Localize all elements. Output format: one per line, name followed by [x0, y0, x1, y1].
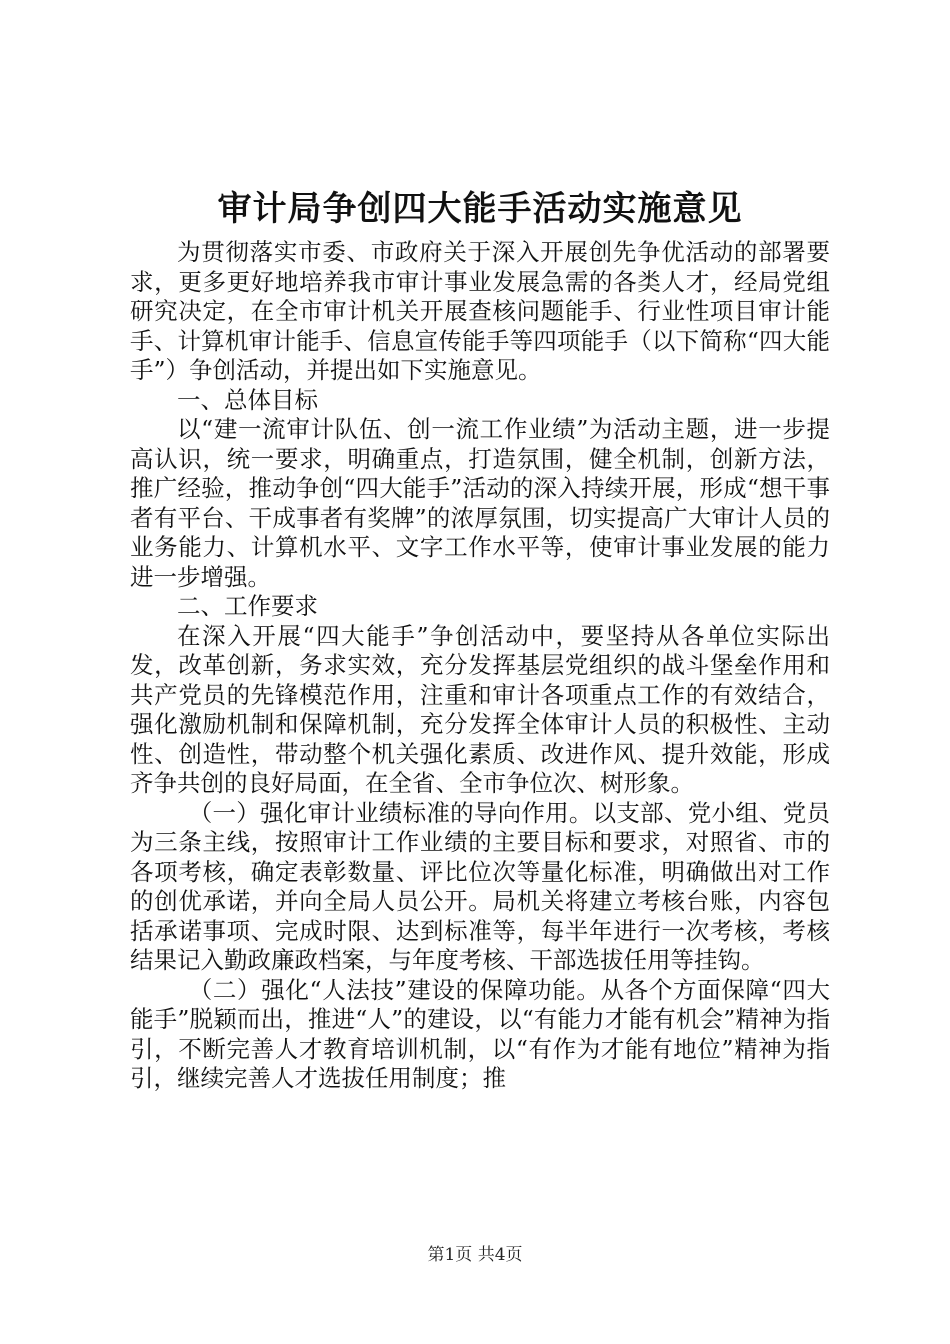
subsection-paragraph: （二）强化“人法技”建设的保障功能。从各个方面保障“四大能手”脱颖而出，推进“人”的建设，以“有能力才能有机会”精神为指引，不断完善人才教育培训机制，以“有作为才能有地位”精神为指引，继续完善人才选拔任用制度；推 — [130, 975, 830, 1092]
section-heading: 一、总体目标 — [177, 385, 318, 414]
document-page — [130, 186, 830, 1094]
subsection-paragraph: （一）强化审计业绩标准的导向作用。以支部、党小组、党员为三条主线，按照审计工作业绩的主要目标和要求，对照省、市的各项考核，确定表彰数量、评比位次等量化标准，明确做出对工作的创优承诺，并向全局人员公开。局机关将建立考核台账，内容包括承诺事项、完成时限、达到标准等，每半年进行一次考核，考核结果记入勤政廉政档案，与年度考核、干部选拔任用等挂钩。 — [130, 798, 830, 974]
document-body — [130, 238, 830, 1094]
section-heading: 二、工作要求 — [177, 592, 318, 620]
body-paragraph: 在深入开展“四大能手”争创活动中，要坚持从各单位实际出发，改革创新，务求实效，充分发挥基层党组织的战斗堡垒作用和共产党员的先锋模范作用，注重和审计各项重点工作的有效结合，强化激励机制和保障机制，充分发挥全体审计人员的积极性、主动性、创造性，带动整个机关强化素质、改进作风、提升效能，形成齐争共创的良好局面，在全省、全市争位次、树形象。 — [130, 621, 830, 797]
document-title: 审计局争创四大能手活动实施意见 — [217, 189, 743, 229]
page-footer: 第1页 共4页 — [427, 1245, 523, 1265]
body-paragraph: 以“建一流审计队伍、创一流工作业绩”为活动主题，进一步提高认识，统一要求，明确重点，打造氛围，健全机制，创新方法，推广经验，推动争创“四大能手”活动的深入持续开展，形成“想干事者有平台、干成事者有奖牌”的浓厚氛围，切实提高广大审计人员的业务能力、计算机水平、文字工作水平等，使审计事业发展的能力进一步增强。 — [130, 415, 830, 591]
body-paragraph: 为贯彻落实市委、市政府关于深入开展创先争优活动的部署要求，更多更好地培养我市审计事业发展急需的各类人才，经局党组研究决定，在全市审计机关开展查核问题能手、行业性项目审计能手、计算机审计能手、信息宣传能手等四项能手（以下简称“四大能手”）争创活动，并提出如下实施意见。 — [130, 238, 830, 384]
